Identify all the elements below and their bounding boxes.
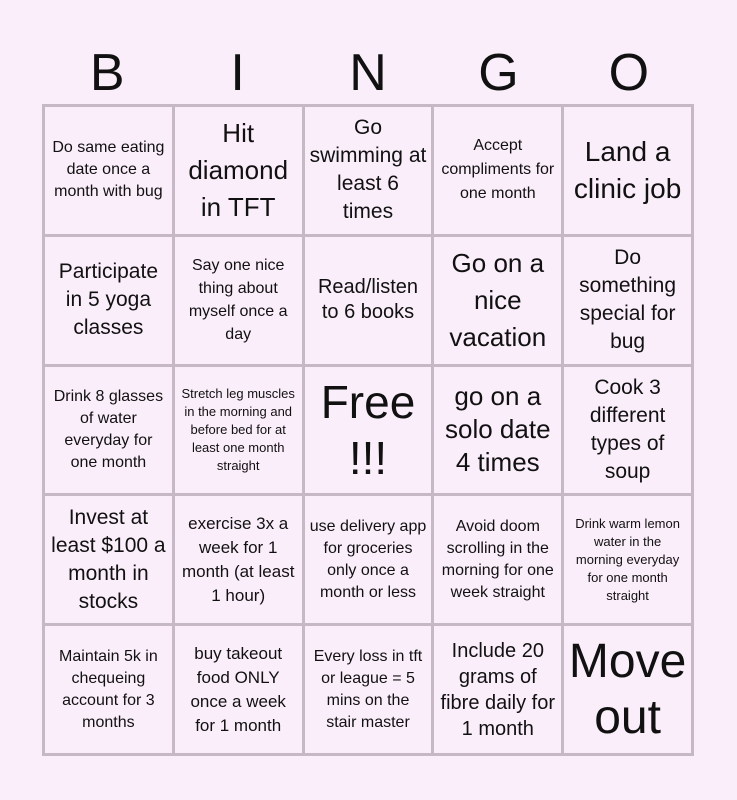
bingo-cell[interactable] [305, 496, 432, 623]
cell-text: Cook 3 different types of soup [589, 375, 666, 483]
bingo-cell[interactable] [564, 626, 691, 753]
bingo-cell[interactable] [564, 107, 691, 234]
bingo-cell[interactable] [564, 367, 691, 494]
bingo-cell[interactable] [305, 237, 432, 364]
bingo-cell[interactable] [434, 626, 561, 753]
cell-text: Stretch leg muscles in the morning and before bed for at least one month straight [181, 385, 295, 473]
bingo-cell[interactable] [564, 237, 691, 364]
header-letter-g: G [478, 44, 519, 102]
cell-text: exercise 3x a week for 1 month (at least 1 hour) [181, 513, 295, 605]
cell-text: Drink 8 glasses of water everyday for one month [53, 387, 164, 471]
cell-text: Read/listen to 6 books [317, 276, 419, 324]
free-space-text: Free !!! [320, 375, 416, 484]
bingo-cell[interactable] [175, 626, 302, 753]
bingo-cell[interactable] [175, 367, 302, 494]
bingo-cell[interactable] [175, 496, 302, 623]
cell-text: Say one nice thing about myself once a day [188, 257, 288, 344]
cell-text: Move out [568, 634, 687, 744]
cell-text: Hit diamond in TFT [188, 117, 289, 222]
cell-text: Maintain 5k in chequeing account for 3 months [59, 647, 158, 731]
cell-text: Participate in 5 yoga classes [58, 260, 158, 340]
cell-text: Every loss in tft or league = 5 mins on the stair master [313, 647, 423, 731]
bingo-cell[interactable] [434, 367, 561, 494]
cell-text: Do something special for bug [579, 246, 677, 354]
cell-text: Accept compliments for one month [441, 137, 555, 203]
bingo-cell[interactable] [45, 496, 172, 623]
bingo-cell[interactable] [45, 237, 172, 364]
bingo-card [42, 104, 694, 756]
cell-text: use delivery app for groceries only once a month or less [309, 517, 427, 601]
cell-text: go on a solo date 4 times [445, 381, 551, 478]
cell-text: Include 20 grams of fibre daily for 1 month [440, 639, 556, 740]
cell-text: Avoid doom scrolling in the morning for one week straight [441, 517, 554, 601]
header-letter-b: B [89, 44, 125, 102]
bingo-grid [45, 107, 691, 753]
bingo-cell[interactable] [175, 107, 302, 234]
bingo-cell[interactable] [305, 626, 432, 753]
bingo-cell[interactable] [434, 237, 561, 364]
bingo-cell[interactable] [564, 496, 691, 623]
bingo-cell[interactable] [434, 496, 561, 623]
cell-text: Invest at least $100 a month in stocks [51, 505, 166, 613]
cell-text: Land a clinic job [573, 136, 682, 205]
header-letter-i: I [230, 44, 245, 102]
bingo-cell[interactable] [45, 367, 172, 494]
bingo-cell-free[interactable] [305, 367, 432, 494]
cell-text: Drink warm lemon water in the morning everyday for one month straight [575, 515, 680, 603]
cell-text: Do same eating date once a month with bug [52, 139, 165, 201]
header-letter-n: N [349, 44, 387, 102]
header-letter-o: O [608, 44, 650, 102]
cell-text: Go swimming at least 6 times [309, 116, 427, 224]
bingo-cell[interactable] [434, 107, 561, 234]
bingo-cell[interactable] [45, 626, 172, 753]
cell-text: Go on a nice vacation [449, 247, 547, 352]
bingo-cell[interactable] [305, 107, 432, 234]
cell-text: buy takeout food ONLY once a week for 1 month [190, 643, 286, 735]
bingo-header [42, 44, 694, 102]
bingo-cell[interactable] [175, 237, 302, 364]
bingo-cell[interactable] [45, 107, 172, 234]
